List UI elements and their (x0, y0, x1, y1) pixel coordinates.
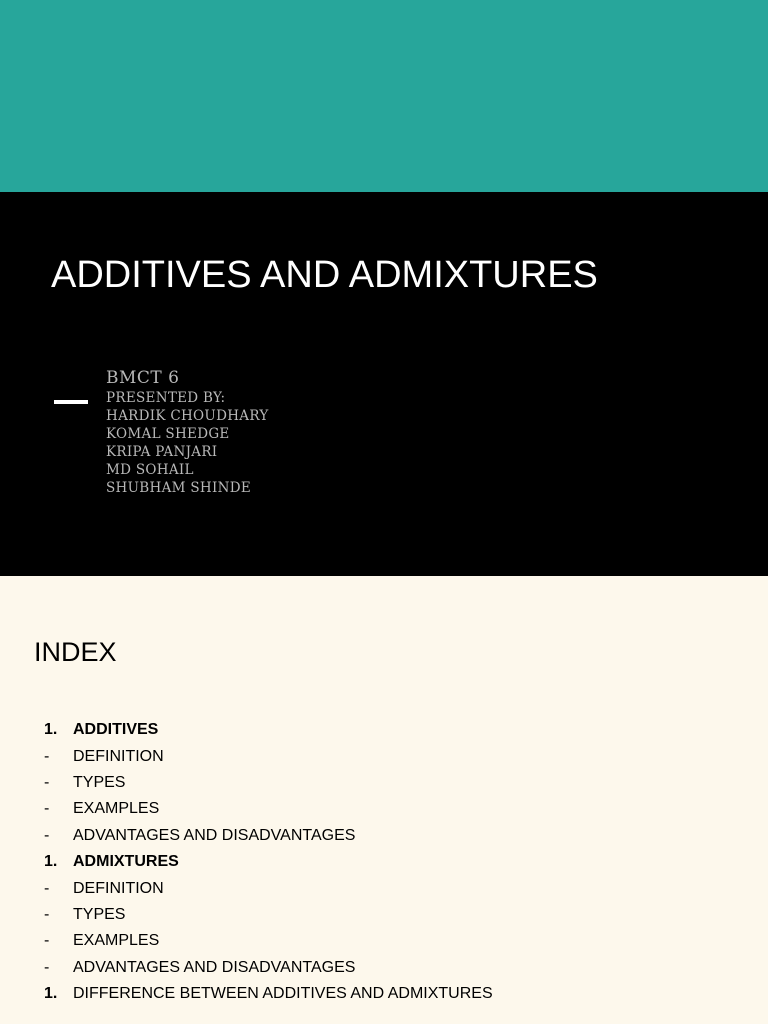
index-item-sub (44, 743, 493, 769)
index-item-text: EXAMPLES (73, 800, 160, 818)
index-item-text: ADMIXTURES (73, 853, 179, 871)
index-heading: INDEX (34, 637, 117, 667)
index-item-text: DEFINITION (73, 879, 164, 897)
index-item-text: EXAMPLES (73, 932, 160, 950)
list-marker: - (44, 905, 50, 923)
list-marker: - (44, 932, 50, 950)
index-item-main (44, 849, 493, 875)
presented-by-label: PRESENTED BY: (106, 390, 226, 406)
index-item-text: DIFFERENCE BETWEEN ADDITIVES AND ADMIXTURES (73, 985, 493, 1003)
course-code: BMCT 6 (106, 368, 180, 388)
index-item-main (44, 717, 493, 743)
slide-title: ADDITIVES AND ADMIXTURES (51, 254, 598, 296)
index-item-sub (44, 770, 493, 796)
index-item-sub (44, 796, 493, 822)
list-marker: 1. (44, 721, 58, 739)
subtitle-block (106, 367, 269, 497)
list-marker: - (44, 826, 50, 844)
index-item-text: ADVANTAGES AND DISADVANTAGES (73, 958, 356, 976)
presenter-name: HARDIK CHOUDHARY (106, 408, 269, 424)
index-slide (0, 576, 768, 1024)
index-item-main (44, 981, 493, 1007)
list-marker: - (44, 800, 50, 818)
list-marker: 1. (44, 985, 58, 1003)
presenter-name: MD SOHAIL (106, 462, 194, 478)
index-item-sub (44, 823, 493, 849)
index-item-text: ADDITIVES (73, 721, 159, 739)
list-marker: 1. (44, 853, 58, 871)
list-marker: - (44, 747, 50, 765)
index-item-sub (44, 875, 493, 901)
index-list (44, 717, 493, 1007)
teal-header-band (0, 0, 768, 192)
accent-bar (54, 400, 88, 404)
index-item-sub (44, 955, 493, 981)
list-marker: - (44, 958, 50, 976)
index-item-text: TYPES (73, 905, 126, 923)
index-item-text: DEFINITION (73, 747, 164, 765)
list-marker: - (44, 773, 50, 791)
index-item-text: TYPES (73, 773, 126, 791)
presenter-name: SHUBHAM SHINDE (106, 480, 252, 496)
presenter-name: KRIPA PANJARI (106, 444, 218, 460)
presenter-name: KOMAL SHEDGE (106, 426, 230, 442)
index-item-sub (44, 902, 493, 928)
index-item-text: ADVANTAGES AND DISADVANTAGES (73, 826, 356, 844)
list-marker: - (44, 879, 50, 897)
index-item-sub (44, 928, 493, 954)
